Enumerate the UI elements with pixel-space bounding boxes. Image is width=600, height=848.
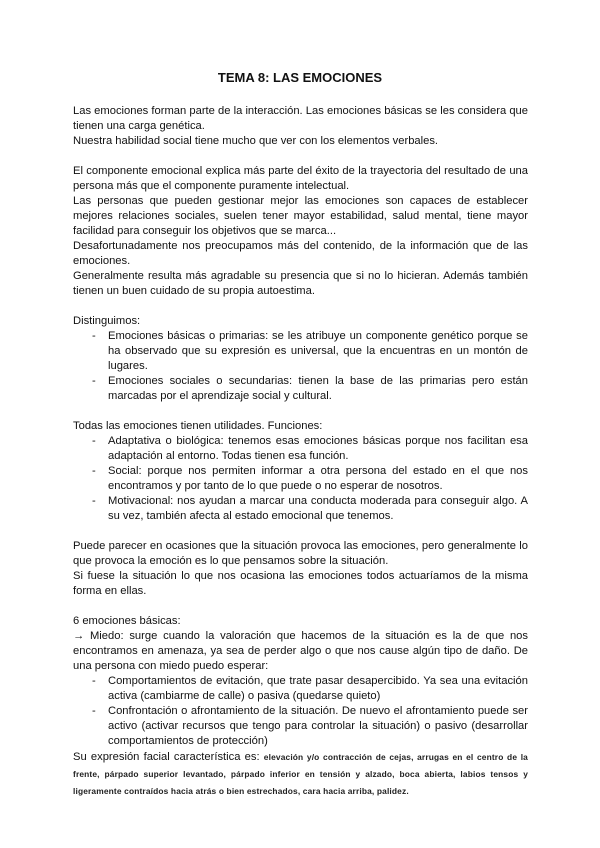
- list-item: - Emociones básicas o primarias: se les atribuye un componente genético porque se ha observado que su expresión es universal, que la encuentras en un montón de lugares.: [73, 329, 528, 374]
- list-item: - Motivacional: nos ayudan a marcar una conducta moderada para conseguir algo. A su vez, también afecta al estado emocional que tenemos.: [73, 494, 528, 524]
- dash-list: [73, 674, 528, 749]
- paragraph: Nuestra habilidad social tiene mucho que ver con los elementos verbales.: [73, 135, 439, 147]
- expresion-detail: elevación y/o contracción de cejas, arrugas en el centro de la frente, párpado superior levantado, párpado inferior en tensión y alzado, boca abierta, labios tensos y ligeramente contraídos hacia atrás o bien estrechados, cara hacia arriba, palidez.: [73, 752, 528, 796]
- paragraph: Desafortunadamente nos preocupamos más del contenido, de la información que de las emociones.: [73, 240, 528, 267]
- page-title: TEMA 8: LAS EMOCIONES: [217, 70, 383, 85]
- paragraph-expresion: [73, 749, 528, 800]
- paragraph: El componente emocional explica más parte del éxito de la trayectoria del resultado de una persona más que el componente puramente intelectual.: [73, 165, 528, 192]
- list-item: - Confrontación o afrontamiento de la situación. De nuevo el afrontamiento puede ser activo (activar recursos que tengo para controlar la situación) o pasivo (desarrollar comportamientos de protección): [73, 704, 528, 749]
- paragraph: Si fuese la situación lo que nos ocasiona las emociones todos actuaríamos de la misma forma en ellas.: [73, 570, 528, 597]
- section-heading: Distinguimos:: [73, 315, 141, 327]
- paragraph: Las personas que pueden gestionar mejor las emociones son capaces de establecer mejores relaciones sociales, suelen tener mayor estabilidad, salud mental, tiene mayor facilidad para conseguir los objetivos que se marca...: [73, 195, 528, 237]
- list-item: - Social: porque nos permiten informar a otra persona del estado en el que nos encontramos y por tanto de lo que puede o no esperar de nosotros.: [73, 464, 528, 494]
- section-heading: 6 emociones básicas:: [73, 615, 181, 627]
- paragraph-miedo: → Miedo: surge cuando la valoración que hacemos de la situación es la de que nos encontramos en amenaza, ya sea de perder algo o que nos cause algún tipo de daño. De una persona con miedo puedo esperar:: [73, 630, 528, 672]
- dash-list: [73, 329, 528, 404]
- list-item: - Adaptativa o biológica: tenemos esas emociones básicas porque nos facilitan esa adaptación al entorno. Todas tienen esa función.: [73, 434, 528, 464]
- list-item: - Comportamientos de evitación, que trate pasar desapercibido. Ya sea una evitación activa (cambiarme de calle) o pasiva (quedarse quieto): [73, 674, 528, 704]
- list-item: - Emociones sociales o secundarias: tienen la base de las primarias pero están marcadas por el aprendizaje social y cultural.: [73, 374, 528, 404]
- dash-list: [73, 434, 528, 524]
- paragraph: Puede parecer en ocasiones que la situación provoca las emociones, pero generalmente lo que provoca la emoción es lo que pensamos sobre la situación.: [73, 540, 528, 567]
- section-heading: Todas las emociones tienen utilidades. Funciones:: [73, 420, 323, 432]
- expresion-lead: Su expresión facial característica es:: [73, 751, 264, 763]
- paragraph: Las emociones forman parte de la interacción. Las emociones básicas se les considera que tienen una carga genética.: [73, 105, 528, 132]
- paragraph: Generalmente resulta más agradable su presencia que si no lo hicieran. Además también tienen un buen cuidado de su propia autoestima.: [73, 270, 528, 297]
- document-body: [73, 104, 528, 800]
